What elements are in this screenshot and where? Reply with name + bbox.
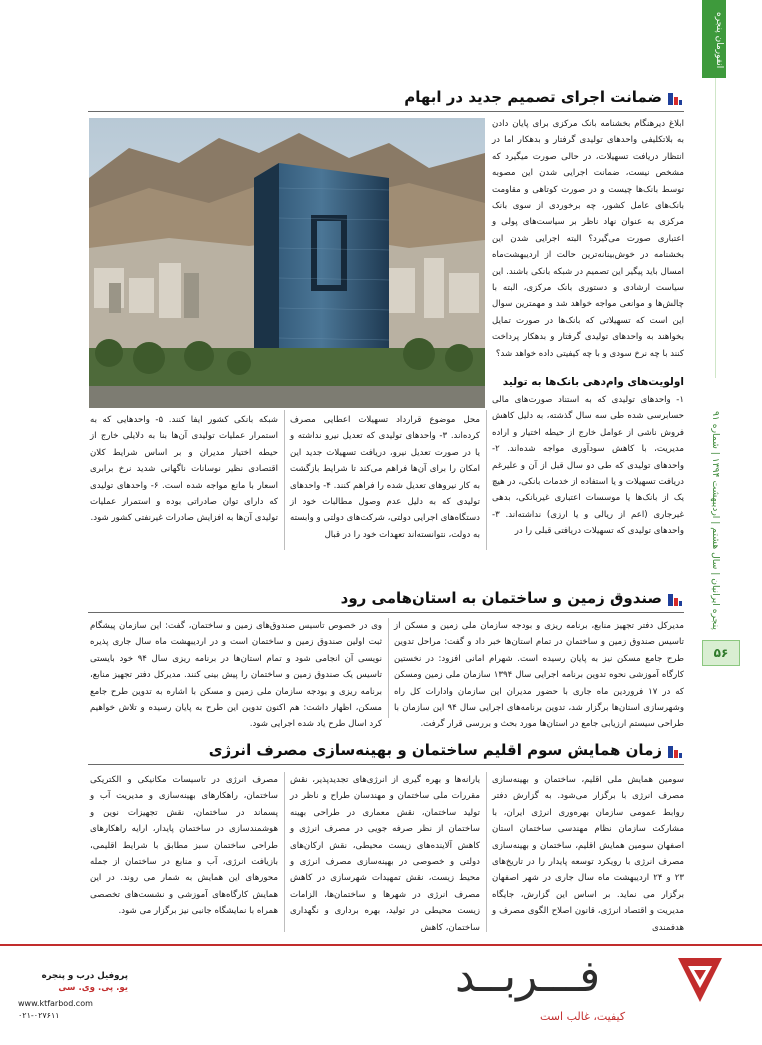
article2-title: صندوق زمین و ساختمان به استان‌هامی رود [340,589,662,607]
product-type: یو. پی. وی. سی [58,983,128,993]
section-bars-icon [668,746,682,758]
brand-logo-icon [672,952,728,1008]
footer-contact [18,970,128,1022]
article3-col-right: سومین همایش ملی اقلیم، ساختمان و بهینه‌سازی مصرف انرژی با برگزار می‌شود. به گزارش دفتر روابط عمومی سازمان بهره‌وری انرژی ایران، با مشارکت سازمان نظام مهندسی ساختمان استان اصفهان سومین همایش اقلیم، ساختمان و بهینه‌سازی مصرف انرژی با رویکرد توسعه پایدار را در تاریخ‌های ۲۳ و ۲۴ اردیبهشت ماه سال جاری در شهر اصفهان برگزار می نماید. بر اساس این گزارش، جایگاه مدیریت و اقتصاد انرژی، قانون اصلاح الگوی مصرف و هدفمندی [492,775,684,933]
column-divider [284,410,285,550]
article1-title: ضمانت اجرای تصمیم جدید در ابهام [404,88,662,106]
article3-col-left: مصرف انرژی در تاسیسات مکانیکی و الکتریکی ساختمان، راهکارهای بهینه‌سازی و مدیریت آب و پسماند در ساختمان، نقش تجهیزات نوین و هوشمندسازی در ساختمان پایدار، ارایه راهکارهای طراحی ساختمان سبز مطابق با شرایط اقلیمی، بازیافت انرژی، آب و منابع در ساختمان از جمله محورهای این همایش به شمار می روند. در این همایش کارگاه‌های آموزشی و نشست‌های تخصصی همراه با نمایشگاه جانبی نیز برگزار می شود. [90,775,278,917]
title-underline [88,612,684,613]
page-number: ۵۶ [702,640,740,666]
title-underline [88,111,684,112]
footer-rule [0,944,762,946]
issue-info: پنجره ایرانیان | سال هشتم | اردیبهشت ۱۳۹۴ | شماره ۹۱ [710,410,721,630]
article2-col-left: وی در خصوص تاسیس صندوق‌های زمین و ساختمان، گفت: این سازمان پیشگام ثبت اولین صندوق زمین و ساختمان است و در اردیبهشت ماه سال جاری پذیره نویسی آن انجامی شود و تمام استان‌ها در برنامه ریزی سال ۹۴ خود بایستی تاسیس یک صندوق زمین و ساختمان را پیش بینی کنند. مدیرکل دفتر تجهیز منابع، برنامه ریزی و بودجه سازمان ملی زمین و مسکن با اشاره به تدوین طرح جامع مسکن، اظهار داشت: هم اکنون تدوین این طرح به پایان رسیده و تلاش خواهیم کرد اسال طرح یاد شده اجرایی شود. [90,621,382,730]
column-divider [388,618,389,718]
article1-col-right: ابلاغ دیرهنگام بخشنامه بانک مرکزی برای پایان دادن به بلاتکلیفی واحدهای تولیدی گرفتار و بدهکار اما در انتظار دریافت تسهیلات، در حالی صورت میگیرد که مشخص نیست، ضمانت اجرایی شدن این مصوبه توسط بانک‌ها چیست و در صورت کوتاهی و مقاومت بانک‌های عامل کشور، چه برخوردی از سوی بانک مرکزی به عنوان نهاد ناظر بر سیاست‌های پولی و اعتباری صورت می‌گیرد؟ البته اجرایی شدن این بخشنامه در خوش‌بینانه‌ترین حالت از اردیبهشت‌ماه امسال باید پیگیر این تصمیم در شبکه بانکی باشند. این سیاست ارشادی و دستوری بانک مرکزی، البته با چالش‌ها و موانعی مواجه خواهد شد و مهمترین سوال این است که تسهیلاتی که بانک‌ها در صورت تمایل بخواهند به واحدهای تولیدی گرفتار و بدهکار پرداخت کنند با چه نرخ سودی و با چه کیفیتی داده خواهد شد؟ [492,119,684,359]
product-line: پروفیل درب و پنجره [41,971,128,981]
column-divider [486,410,487,550]
article1-col-left: شبکه بانکی کشور ایفا کنند. ۵- واحدهایی که به استمرار عملیات تولیدی آن‌ها بنا به دلایلی خارج از حیطه اختیار مدیران و بر اساس شرایط کلان اقتصادی نظیر نوسانات ناگهانی شدید نرخ برابری اسعار با مانع مواجه شده است. ۶- واحدهای تولیدی که دارای توان صادراتی بوده و استمرار عملیات تولیدی آن‌ها به افزایش صادرات غیرنفتی کشور شود. [90,415,278,524]
title-underline [88,764,684,765]
building-photo [89,118,485,408]
article1-col-right-cont: ۱- واحدهای تولیدی که به استناد صورت‌های مالی حسابرسی شده طی سه سال گذشته، به دلیل کاهش فروش ناشی از عوامل خارج از حیطه اختیار و اراده مدیریت، با کاهش سودآوری مواجه شده‌اند. ۲- واحدهای تولیدی که طی دو سال قبل از آن و علیرغم دریافت تسهیلات و یا استفاده از خدمات بانکی، در هیچ یک از بانک‌ها یا موسسات اعتباری غیربانکی، بدهی غیرجاری (اعم از ریالی و یا ارزی) نداشته‌اند. ۳- واحدهای تولیدی که تسهیلات دریافتی قبلی را در [492,395,684,537]
article1-col-mid: محل موضوع قرارداد تسهیلات اعطایی مصرف کرده‌اند. ۳- واحدهای تولیدی که تعدیل نیرو نداشته و یا در صورت تعدیل نیرو، دریافت تسهیلات جدید این امکان را برای آن‌ها فراهم می‌کند تا شرایط بازگشت به کار نیروهای تعدیل شده را فراهم کنند. ۴- واحدهای تولیدی که به دلیل عدم وصول مطالبات خود از دستگاه‌های اجرایی دولتی، شرکت‌های دولتی و وابسته به دولت، نتوانسته‌اند تعهدات خود را در قبال [290,415,481,540]
phone-number: ۰۲۱-۰۲۷۶۱۱ [18,1011,60,1020]
brand-name: فـــربــد [455,951,601,1002]
website-link[interactable]: www.ktfarbod.com [18,999,93,1008]
section-bars-icon [668,93,682,105]
section-bars-icon [668,594,682,606]
section-tab-label: انفورمان پنجره [714,11,724,69]
brand-slogan: کیفیت، غالب است [540,1010,626,1023]
side-divider [715,78,716,378]
column-divider [486,772,487,932]
article3-title: زمان همایش سوم اقلیم ساختمان و بهینه‌سازی مصرف انرژی [208,741,662,759]
column-divider [284,772,285,932]
article2-col-right: مدیرکل دفتر تجهیز منابع، برنامه ریزی و بودجه سازمان ملی زمین و مسکن از تاسیس صندوق زمین و ساختمان در تمام استان‌ها خبر داد و گفت: مراحل تدوین طرح جامع مسکن نیز به پایان رسیده است. شهرام امانی افزود: در نخستین کارگاه آموزشی نحوه تدوین برنامه اجرایی سال ۱۳۹۴ سازمان ملی زمین ومسکن که در ۱۷ فروردین ماه جاری با حضور مدیران این سازمان وادارات کل راه وشهرسازی استان‌ها برگزار شد، تدوین برنامه‌های اجرایی سال ۹۴ این سازمان با طراحی سیستم ارزیابی جامع در استان‌ها مورد بحث و بررسی قرار گرفت. [394,621,684,730]
article1-subheading: اولویت‌های وام‌دهی بانک‌ها به تولید [502,376,684,388]
article3-col-mid: یارانه‌ها و بهره گیری از انرژی‌های تجدیدپذیر، نقش مقررات ملی ساختمان و مهندسان طراح و ناظر در تولید ساختمان، نقش معماری در طراحی بهینه ساختمان از نظر صرفه جویی در مصرف انرژی و کاهش آلاینده‌های زیست محیطی، نقش ارکان‌های دولتی و خصوصی در بهینه‌سازی مصرف انرژی و محیط زیست، نقش تمهیدات شهرسازی در کاهش مصرف انرژی در شهرها و ساختمان‌ها، الزامات زیست محیطی در تولید، بهره برداری و نگهداری ساختمان، کاهش [290,775,480,933]
